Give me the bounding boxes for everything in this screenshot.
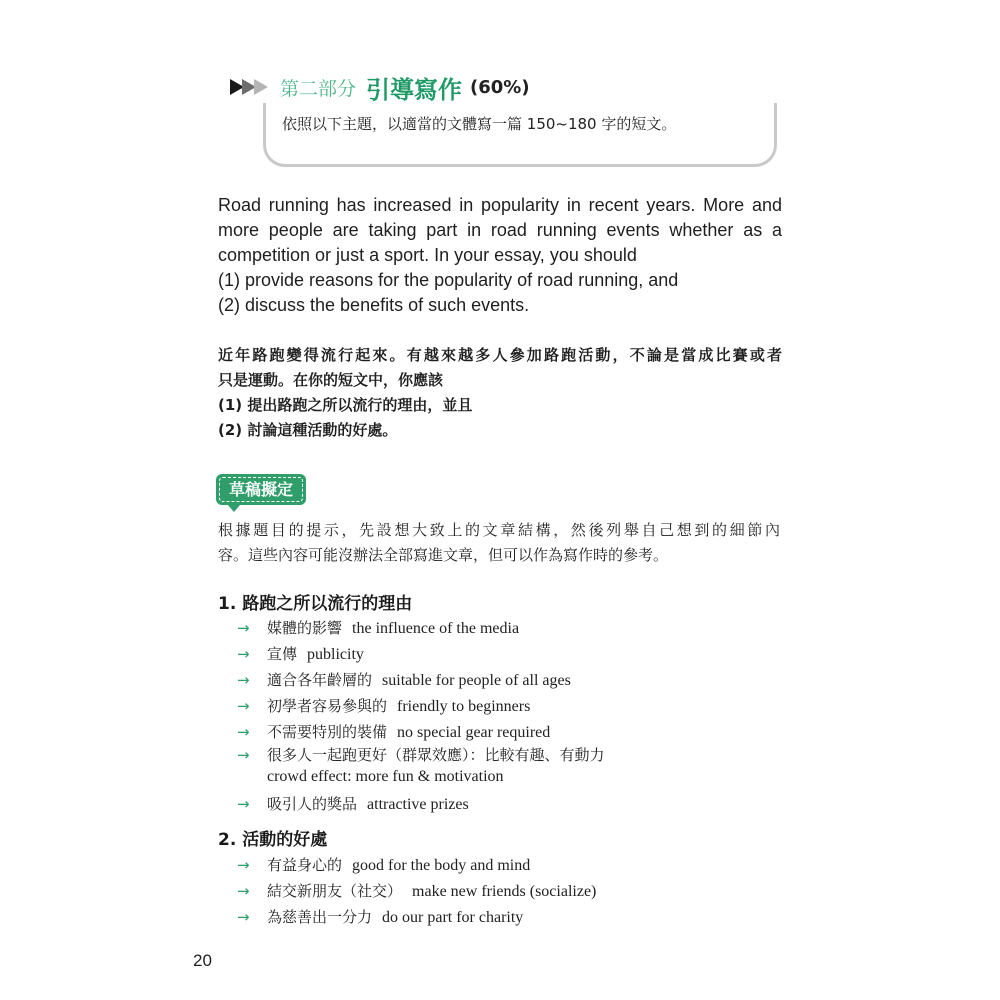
section2-list [237,852,596,930]
item-zh: 為慈善出一分力 [267,908,373,926]
prompt-english [218,193,782,318]
item-en: suitable for people of all ages [382,672,571,689]
item-zh: 不需要特別的裝備 [267,723,388,741]
list-item [237,615,615,641]
item-zh: 很多人一起跑更好（群眾效應）：比較有趣、有動力 [267,746,605,764]
arrow-icon: → [237,856,250,874]
item-zh: 吸引人的獎品 [267,795,358,813]
draft-intro-line: 容。這些內容可能沒辦法全部寫進文章，但可以作為寫作時的參考。 [218,546,669,564]
prompt-en-line: (2) discuss the benefits of such events. [218,295,530,315]
instruction-text: 依照以下主題，以適當的文體寫一篇 150~180 字的短文。 [282,115,677,133]
arrow-icon: → [237,697,250,715]
list-item [237,745,615,791]
arrow-icon: → [237,882,250,900]
arrow-icon: → [237,645,250,663]
item-en: good for the body and mind [352,857,531,874]
prompt-zh-line: 近年路跑變得流行起來。有越來越多人參加路跑活動，不論是當成比賽或者 [218,346,782,364]
triple-arrow-icon [230,79,268,95]
prompt-chinese [218,343,782,443]
arrow-icon: → [237,619,250,637]
section1-list [237,615,615,817]
arrow-icon: → [237,908,250,926]
list-item [237,667,615,693]
prompt-zh-line: (2) 討論這種活動的好處。 [218,421,398,439]
draft-badge-label: 草稿擬定 [228,480,293,499]
prompt-zh-line: (1) 提出路跑之所以流行的理由，並且 [218,396,473,414]
section1-heading: 1. 路跑之所以流行的理由 [218,594,413,614]
page-number: 20 [193,951,212,970]
prompt-en-line: Road running has increased in popularity in recent years. More and [218,195,782,215]
item-zh: 適合各年齡層的 [267,671,373,689]
item-zh: 初學者容易參與的 [267,697,388,715]
item-zh: 有益身心的 [267,856,343,874]
prompt-zh-line: 只是運動。在你的短文中，你應該 [218,371,444,389]
item-en: attractive prizes [367,796,469,813]
arrow-icon: → [237,795,250,813]
arrow-icon: → [237,671,250,689]
prompt-en-line: competition or just a sport. In your essay, you should [218,245,637,265]
arrow-icon: → [237,746,250,764]
section-header [230,70,530,104]
section-percentage: (60%) [470,76,530,98]
list-item [237,641,615,667]
list-item [237,791,615,817]
draft-badge [216,474,306,505]
item-zh: 宣傳 [267,645,298,663]
draft-intro [218,518,780,568]
item-zh: 媒體的影響 [267,619,343,637]
list-item [237,719,615,745]
list-item [237,852,596,878]
item-zh: 結交新朋友（社交） [267,882,403,900]
section2-heading: 2. 活動的好處 [218,830,328,850]
item-en: friendly to beginners [397,698,531,715]
item-en: do our part for charity [382,909,524,926]
section-label: 第二部分 [280,77,357,100]
list-item [237,693,615,719]
arrow-icon: → [237,723,250,741]
prompt-en-line: more people are taking part in road running events whether as a [218,220,782,240]
section-title: 引導寫作 [366,75,463,104]
item-en: crowd effect: more fun & motivation [267,768,504,785]
prompt-en-line: (1) provide reasons for the popularity of road running, and [218,270,679,290]
item-en: make new friends (socialize) [412,883,597,900]
list-item [237,878,596,904]
draft-intro-line: 根據題目的提示，先設想大致上的文章結構，然後列舉自己想到的細節內 [218,521,780,539]
item-en: publicity [307,646,364,663]
list-item [237,904,596,930]
item-en: no special gear required [397,724,551,741]
item-en: the influence of the media [352,620,520,637]
